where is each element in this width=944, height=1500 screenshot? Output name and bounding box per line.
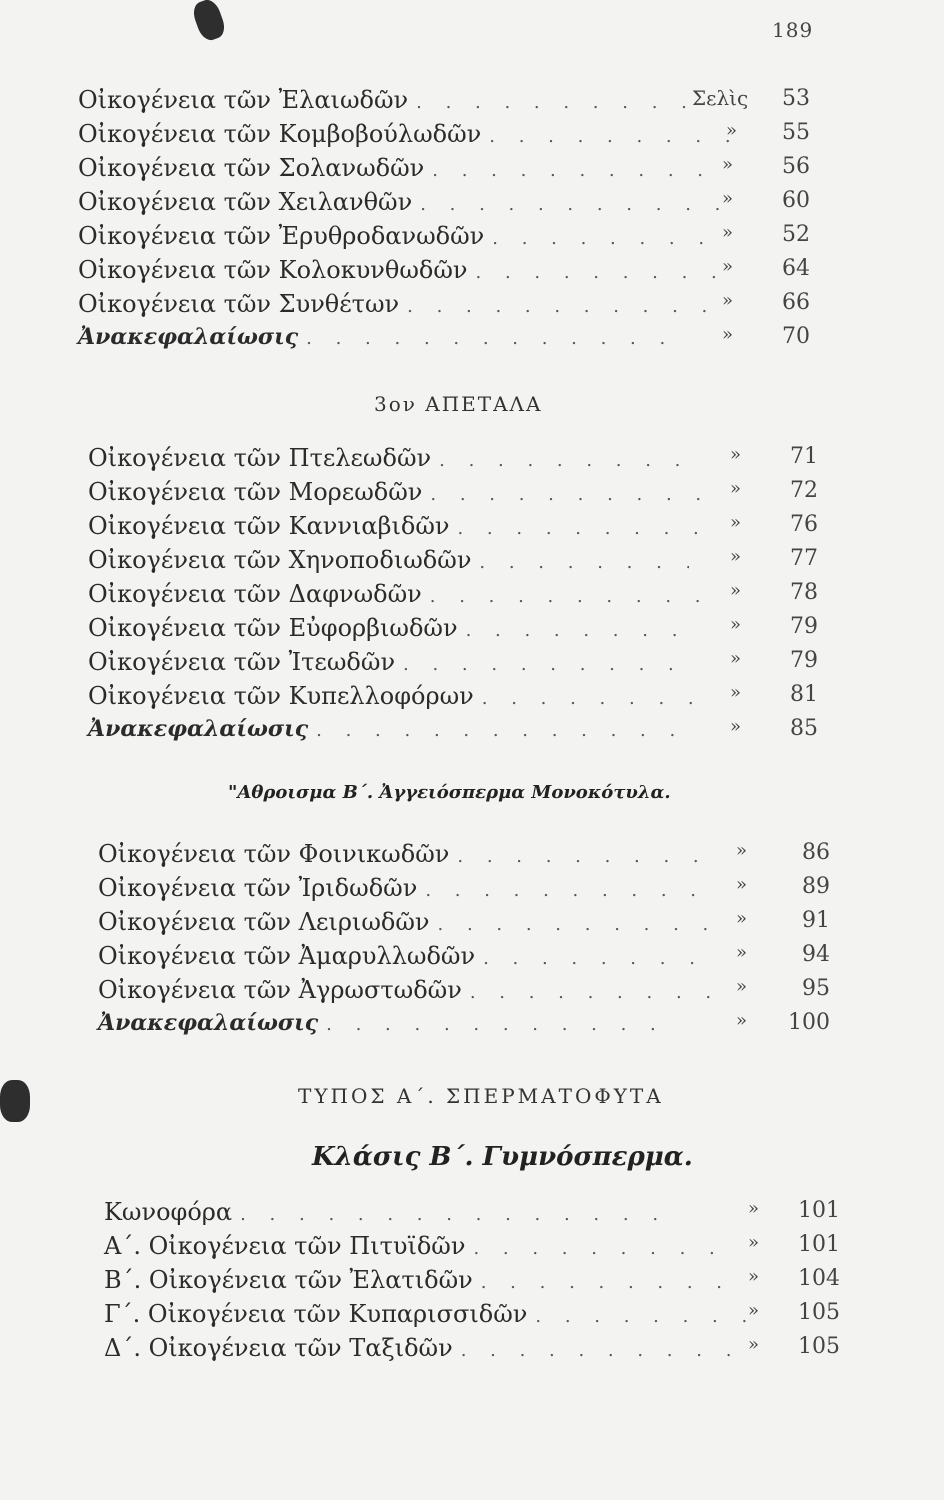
ditto-mark: » (748, 1266, 760, 1287)
toc-row (104, 1266, 864, 1300)
leader-dots (476, 262, 726, 283)
toc-row-page: 66 (782, 290, 810, 315)
toc-row (78, 256, 838, 290)
ditto-mark: » (736, 908, 748, 929)
toc-row-label: Οἰκογένεια τῶν Εὐφορβιωδῶν (88, 614, 458, 642)
header-word: Σελὶς (692, 86, 749, 110)
toc-row (98, 976, 858, 1010)
toc-row (104, 1198, 864, 1232)
toc-row-label: Οἰκογένεια τῶν Φοινικωδῶν (98, 840, 450, 868)
ditto-mark: » (722, 154, 734, 175)
toc-row (88, 682, 848, 716)
ditto-mark: » (722, 324, 734, 345)
ditto-mark: » (748, 1198, 760, 1219)
toc-row-page: 77 (790, 546, 818, 571)
toc-row-page: 64 (782, 256, 810, 281)
toc-row-page: 89 (802, 874, 830, 899)
toc-row-page: 85 (790, 716, 818, 741)
toc-row-label: Α΄. Οἰκογένεια τῶν Πιτυϊδῶν (104, 1232, 466, 1260)
ditto-mark: » (730, 614, 742, 635)
toc-row-label: Οἰκογένεια τῶν Ἐλαιωδῶν (78, 86, 409, 114)
ditto-mark: » (722, 222, 734, 243)
toc-row-page: 78 (790, 580, 818, 605)
toc-row-label: Β΄. Οἰκογένεια τῶν Ἐλατιδῶν (104, 1266, 473, 1294)
toc-row-label: Οἰκογένεια τῶν Δαφνωδῶν (88, 580, 422, 608)
leader-dots (470, 982, 710, 1003)
ditto-mark: » (748, 1232, 760, 1253)
leader-dots (482, 688, 712, 709)
toc-row-page: 100 (788, 1010, 830, 1035)
section-1-list (78, 86, 838, 358)
toc-row-label: Γ΄. Οἰκογένεια τῶν Κυπαρισσιδῶν (104, 1300, 528, 1328)
summary-label: Ἀνακεφαλαίωσις (98, 1010, 319, 1036)
ditto-mark: » (730, 546, 742, 567)
toc-row-label: Οἰκογένεια τῶν Ἀμαρυλλωδῶν (98, 942, 476, 970)
ditto-mark: » (730, 682, 742, 703)
summary-label: Ἀνακεφαλαίωσις (88, 716, 309, 742)
leader-dots (473, 1238, 723, 1259)
toc-row-page: 70 (782, 324, 810, 349)
toc-row (88, 546, 848, 580)
leader-dots (479, 552, 689, 573)
toc-row-page: 55 (782, 120, 810, 145)
toc-row-page: 52 (782, 222, 810, 247)
section-2-heading: 3ον ΑΠΕΤΑΛΑ (374, 392, 543, 416)
ditto-mark: » (722, 256, 734, 277)
toc-row-label: Κωνοφόρα (104, 1198, 233, 1226)
ditto-mark: » (730, 716, 742, 737)
toc-row (88, 648, 848, 682)
leader-dots (481, 1272, 731, 1293)
leader-dots (457, 518, 707, 539)
leader-dots (489, 126, 739, 147)
toc-row-label: Οἰκογένεια τῶν Ἰριδωδῶν (98, 874, 418, 902)
toc-row (78, 120, 838, 154)
toc-row (98, 942, 858, 976)
toc-row-label: Οἰκογένεια τῶν Χειλανθῶν (78, 188, 413, 216)
toc-row-page: 56 (782, 154, 810, 179)
section-4-subheading: Κλάσις Β΄. Γυμνόσπερμα. (312, 1142, 693, 1172)
section-2-list (88, 444, 848, 750)
ditto-mark: » (736, 874, 748, 895)
toc-row (98, 908, 858, 942)
toc-row-page: 105 (798, 1300, 840, 1325)
leader-dots (403, 654, 693, 675)
ditto-mark: » (736, 1010, 748, 1031)
leader-dots (492, 228, 722, 249)
summary-row (98, 1010, 858, 1044)
leader-dots (457, 846, 717, 867)
toc-row (88, 512, 848, 546)
toc-row-label: Οἰκογένεια τῶν Πτελεωδῶν (88, 444, 432, 472)
leader-dots (461, 1340, 731, 1361)
toc-row-page: 79 (790, 614, 818, 639)
toc-row (104, 1300, 864, 1334)
toc-row-label: Οἰκογένεια τῶν Χηνοποδιωδῶν (88, 546, 472, 574)
toc-row-page: 101 (798, 1198, 840, 1223)
leader-dots (535, 1306, 755, 1327)
toc-row (78, 222, 838, 256)
ditto-mark: » (736, 840, 748, 861)
section-3-heading: "Αθροισμα Β΄. Ἀγγειόσπερμα Μονοκότυλα. (228, 782, 671, 803)
leader-dots (432, 160, 722, 181)
ink-smudge-top (190, 0, 228, 43)
toc-row-page: 60 (782, 188, 810, 213)
leader-dots (430, 586, 700, 607)
ditto-mark: » (748, 1300, 760, 1321)
toc-row (88, 444, 848, 478)
toc-row (98, 840, 858, 874)
toc-row (78, 154, 838, 188)
toc-row-page: 72 (790, 478, 818, 503)
toc-row-page: 76 (790, 512, 818, 537)
ditto-mark: » (722, 188, 734, 209)
ditto-mark: » (722, 290, 734, 311)
toc-row-label: Οἰκογένεια τῶν Ἀγρωστωδῶν (98, 976, 462, 1004)
toc-row-page: 91 (802, 908, 830, 933)
ditto-mark: » (736, 942, 748, 963)
ditto-mark: » (730, 648, 742, 669)
toc-row-label: Οἰκογένεια τῶν Μορεωδῶν (88, 478, 423, 506)
toc-row (104, 1334, 864, 1368)
toc-row-label: Οἰκογένεια τῶν Ἰτεωδῶν (88, 648, 396, 676)
leader-dots (240, 1204, 660, 1225)
leader-dots (438, 914, 718, 935)
leader-dots (407, 296, 707, 317)
toc-row-label: Οἰκογένεια τῶν Κυπελλοφόρων (88, 682, 474, 710)
toc-row (88, 580, 848, 614)
leader-dots (416, 92, 686, 113)
toc-row-page: 95 (802, 976, 830, 1001)
toc-row (78, 290, 838, 324)
toc-row-label: Οἰκογένεια τῶν Καννιαβιδῶν (88, 512, 450, 540)
toc-row-page: 86 (802, 840, 830, 865)
leader-dots (306, 328, 686, 349)
toc-row-label: Δ΄. Οἰκογένεια τῶν Ταξιδῶν (104, 1334, 453, 1362)
ditto-mark: » (730, 512, 742, 533)
leader-dots (316, 720, 676, 741)
toc-row (88, 478, 848, 512)
toc-row (104, 1232, 864, 1266)
toc-row-page: 94 (802, 942, 830, 967)
toc-row (78, 86, 838, 120)
ditto-mark: » (736, 976, 748, 997)
ditto-mark: » (726, 120, 738, 141)
toc-row-page: 71 (790, 444, 818, 469)
toc-row (88, 614, 848, 648)
section-3-list (98, 840, 858, 1044)
toc-row-page: 101 (798, 1232, 840, 1257)
leader-dots (425, 880, 705, 901)
summary-row (88, 716, 848, 750)
toc-row-label: Οἰκογένεια τῶν Συνθέτων (78, 290, 400, 318)
page-number: 189 (772, 18, 814, 42)
toc-row-label: Οἰκογένεια τῶν Κολοκυνθωδῶν (78, 256, 468, 284)
leader-dots (483, 948, 713, 969)
toc-row-page: 53 (782, 86, 810, 111)
ditto-mark: » (730, 478, 742, 499)
toc-row-page: 79 (790, 648, 818, 673)
toc-row-page: 81 (790, 682, 818, 707)
ditto-mark: » (748, 1334, 760, 1355)
ink-smudge-left (0, 1080, 30, 1122)
summary-label: Ἀνακεφαλαίωσις (78, 324, 299, 350)
toc-row (78, 188, 838, 222)
section-4-heading: ΤΥΠΟΣ Α΄. ΣΠΕΡΜΑΤΟΦΥΤΑ (298, 1084, 664, 1108)
summary-row (78, 324, 838, 358)
leader-dots (466, 620, 696, 641)
toc-row-label: Οἰκογένεια τῶν Σολανωδῶν (78, 154, 425, 182)
toc-row (98, 874, 858, 908)
toc-row-label: Οἰκογένεια τῶν Κομβοβούλωδῶν (78, 120, 482, 148)
toc-row-label: Οἰκογένεια τῶν Λειριωδῶν (98, 908, 430, 936)
toc-row-page: 104 (798, 1266, 840, 1291)
leader-dots (326, 1014, 666, 1035)
section-4-list (104, 1198, 864, 1368)
ditto-mark: » (730, 444, 742, 465)
toc-row-page: 105 (798, 1334, 840, 1359)
leader-dots (430, 484, 700, 505)
ditto-mark: » (730, 580, 742, 601)
leader-dots (439, 450, 699, 471)
leader-dots (420, 194, 720, 215)
toc-row-label: Οἰκογένεια τῶν Ἐρυθροδανωδῶν (78, 222, 485, 250)
